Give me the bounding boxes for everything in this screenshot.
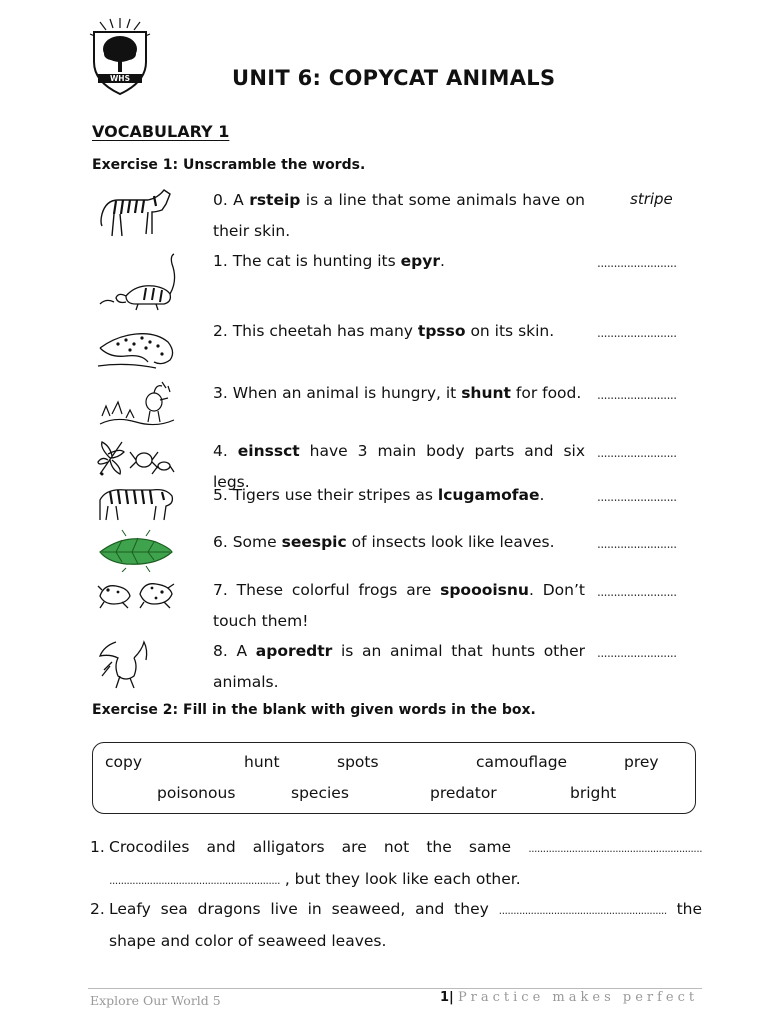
footer-page-info: 1| Practice makes perfect xyxy=(440,990,699,1005)
scrambled-word: epyr xyxy=(400,252,440,270)
answer-blank-6[interactable]: ........................ xyxy=(597,537,677,551)
question-5: 5. Tigers use their stripes as lcugamofae. xyxy=(213,486,545,504)
word-bank-item: camouflage xyxy=(476,753,568,771)
item-number: 2. xyxy=(90,900,105,918)
answer-blank[interactable]: ............................................................ xyxy=(528,842,702,855)
page-number: 1 xyxy=(440,990,450,1005)
cheetah-icon xyxy=(96,318,176,376)
word-bank-item: predator xyxy=(430,784,497,802)
scrambled-word: spoooisnu xyxy=(440,581,529,599)
word-bank-item: spots xyxy=(337,753,379,771)
question-8: 8. A aporedtr is an animal that hunts other animals. xyxy=(213,642,585,691)
scrambled-word: shunt xyxy=(461,384,511,402)
answer-blank-8[interactable]: ........................ xyxy=(597,646,677,660)
footer-divider xyxy=(88,988,702,989)
item-number: 1. xyxy=(90,838,105,856)
scrambled-word: rsteip xyxy=(249,191,301,209)
question-3: 3. When an animal is hungry, it shunt for food. xyxy=(213,384,582,402)
word-bank-item: hunt xyxy=(244,753,280,771)
answer-blank-4[interactable]: ........................ xyxy=(597,446,677,460)
section-title: VOCABULARY 1 xyxy=(92,122,230,141)
scrambled-word: seespic xyxy=(281,533,347,551)
zebra-icon xyxy=(96,186,176,242)
question-2: 2. This cheetah has many tpsso on its skin. xyxy=(213,322,555,340)
scrambled-word: einssct xyxy=(237,442,300,460)
answer-0: stripe xyxy=(630,190,673,208)
question-4: 4. einssct have 3 main body parts and six legs. xyxy=(213,442,585,491)
scrambled-word: tpsso xyxy=(417,322,466,340)
logo-text: WHS xyxy=(110,74,130,83)
answer-blank-2[interactable]: ........................ xyxy=(597,326,677,340)
word-bank-item: copy xyxy=(105,753,143,771)
answer-blank-5[interactable]: ........................ xyxy=(597,490,677,504)
question-6: 6. Some seespic of insects look like leaves. xyxy=(213,533,555,551)
exercise2-title: Exercise 2: Fill in the blank with given words in the box. xyxy=(92,702,536,718)
word-bank-item: prey xyxy=(624,753,659,771)
answer-blank[interactable]: ........................................................... xyxy=(109,874,280,887)
question-1: 1. The cat is hunting its epyr. xyxy=(213,252,445,270)
exercise1-title: Exercise 1: Unscramble the words. xyxy=(92,157,366,173)
word-bank-item: species xyxy=(291,784,349,802)
answer-blank[interactable]: .......................................................... xyxy=(498,904,667,917)
answer-blank-3[interactable]: ........................ xyxy=(597,388,677,402)
word-bank-item: bright xyxy=(570,784,617,802)
tiger-icon xyxy=(96,480,176,524)
cat-hunting-icon xyxy=(96,250,176,312)
bird-hunting-icon xyxy=(96,380,176,436)
footer-book-title: Explore Our World 5 xyxy=(90,993,221,1008)
scrambled-word: lcugamofae xyxy=(437,486,540,504)
footer-tagline: Practice makes perfect xyxy=(457,990,699,1005)
question-7: 7. These colorful frogs are spoooisnu. Don’t touch them! xyxy=(213,581,585,630)
frogs-icon xyxy=(96,574,176,610)
page-title: UNIT 6: COPYCAT ANIMALS xyxy=(232,66,556,90)
leaf-insect-icon xyxy=(96,528,176,572)
word-bank-item: poisonous xyxy=(157,784,236,802)
scrambled-word: aporedtr xyxy=(255,642,333,660)
answer-blank-7[interactable]: ........................ xyxy=(597,585,677,599)
word-box xyxy=(92,742,696,814)
question-0: 0. A rsteip is a line that some animals have on their skin. xyxy=(213,191,586,240)
answer-blank-1[interactable]: ........................ xyxy=(597,256,677,270)
eagle-icon xyxy=(96,636,176,690)
school-logo xyxy=(86,16,154,98)
insects-icon xyxy=(96,438,176,478)
